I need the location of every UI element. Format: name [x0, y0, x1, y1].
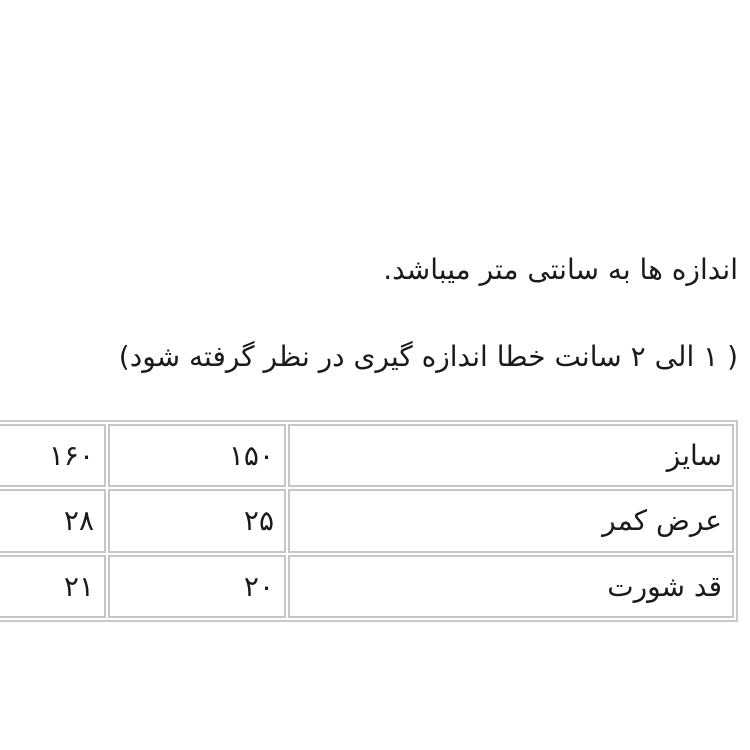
length-value-2: ۲۱	[0, 555, 106, 618]
size-table	[0, 420, 738, 622]
units-note: اندازه ها به سانتی متر میباشد.	[383, 253, 738, 286]
length-label: قد شورت	[288, 555, 734, 618]
length-value-1: ۲۰	[108, 555, 286, 618]
tolerance-note: ( ۱ الی ۲ سانت خطا اندازه گیری در نظر گرفته شود)	[118, 340, 738, 373]
waist-value-1: ۲۵	[108, 489, 286, 552]
size-value-2: ۱۶۰	[0, 424, 106, 487]
size-label: سایز	[288, 424, 734, 487]
waist-label: عرض کمر	[288, 489, 734, 552]
size-value-1: ۱۵۰	[108, 424, 286, 487]
waist-value-2: ۲۸	[0, 489, 106, 552]
